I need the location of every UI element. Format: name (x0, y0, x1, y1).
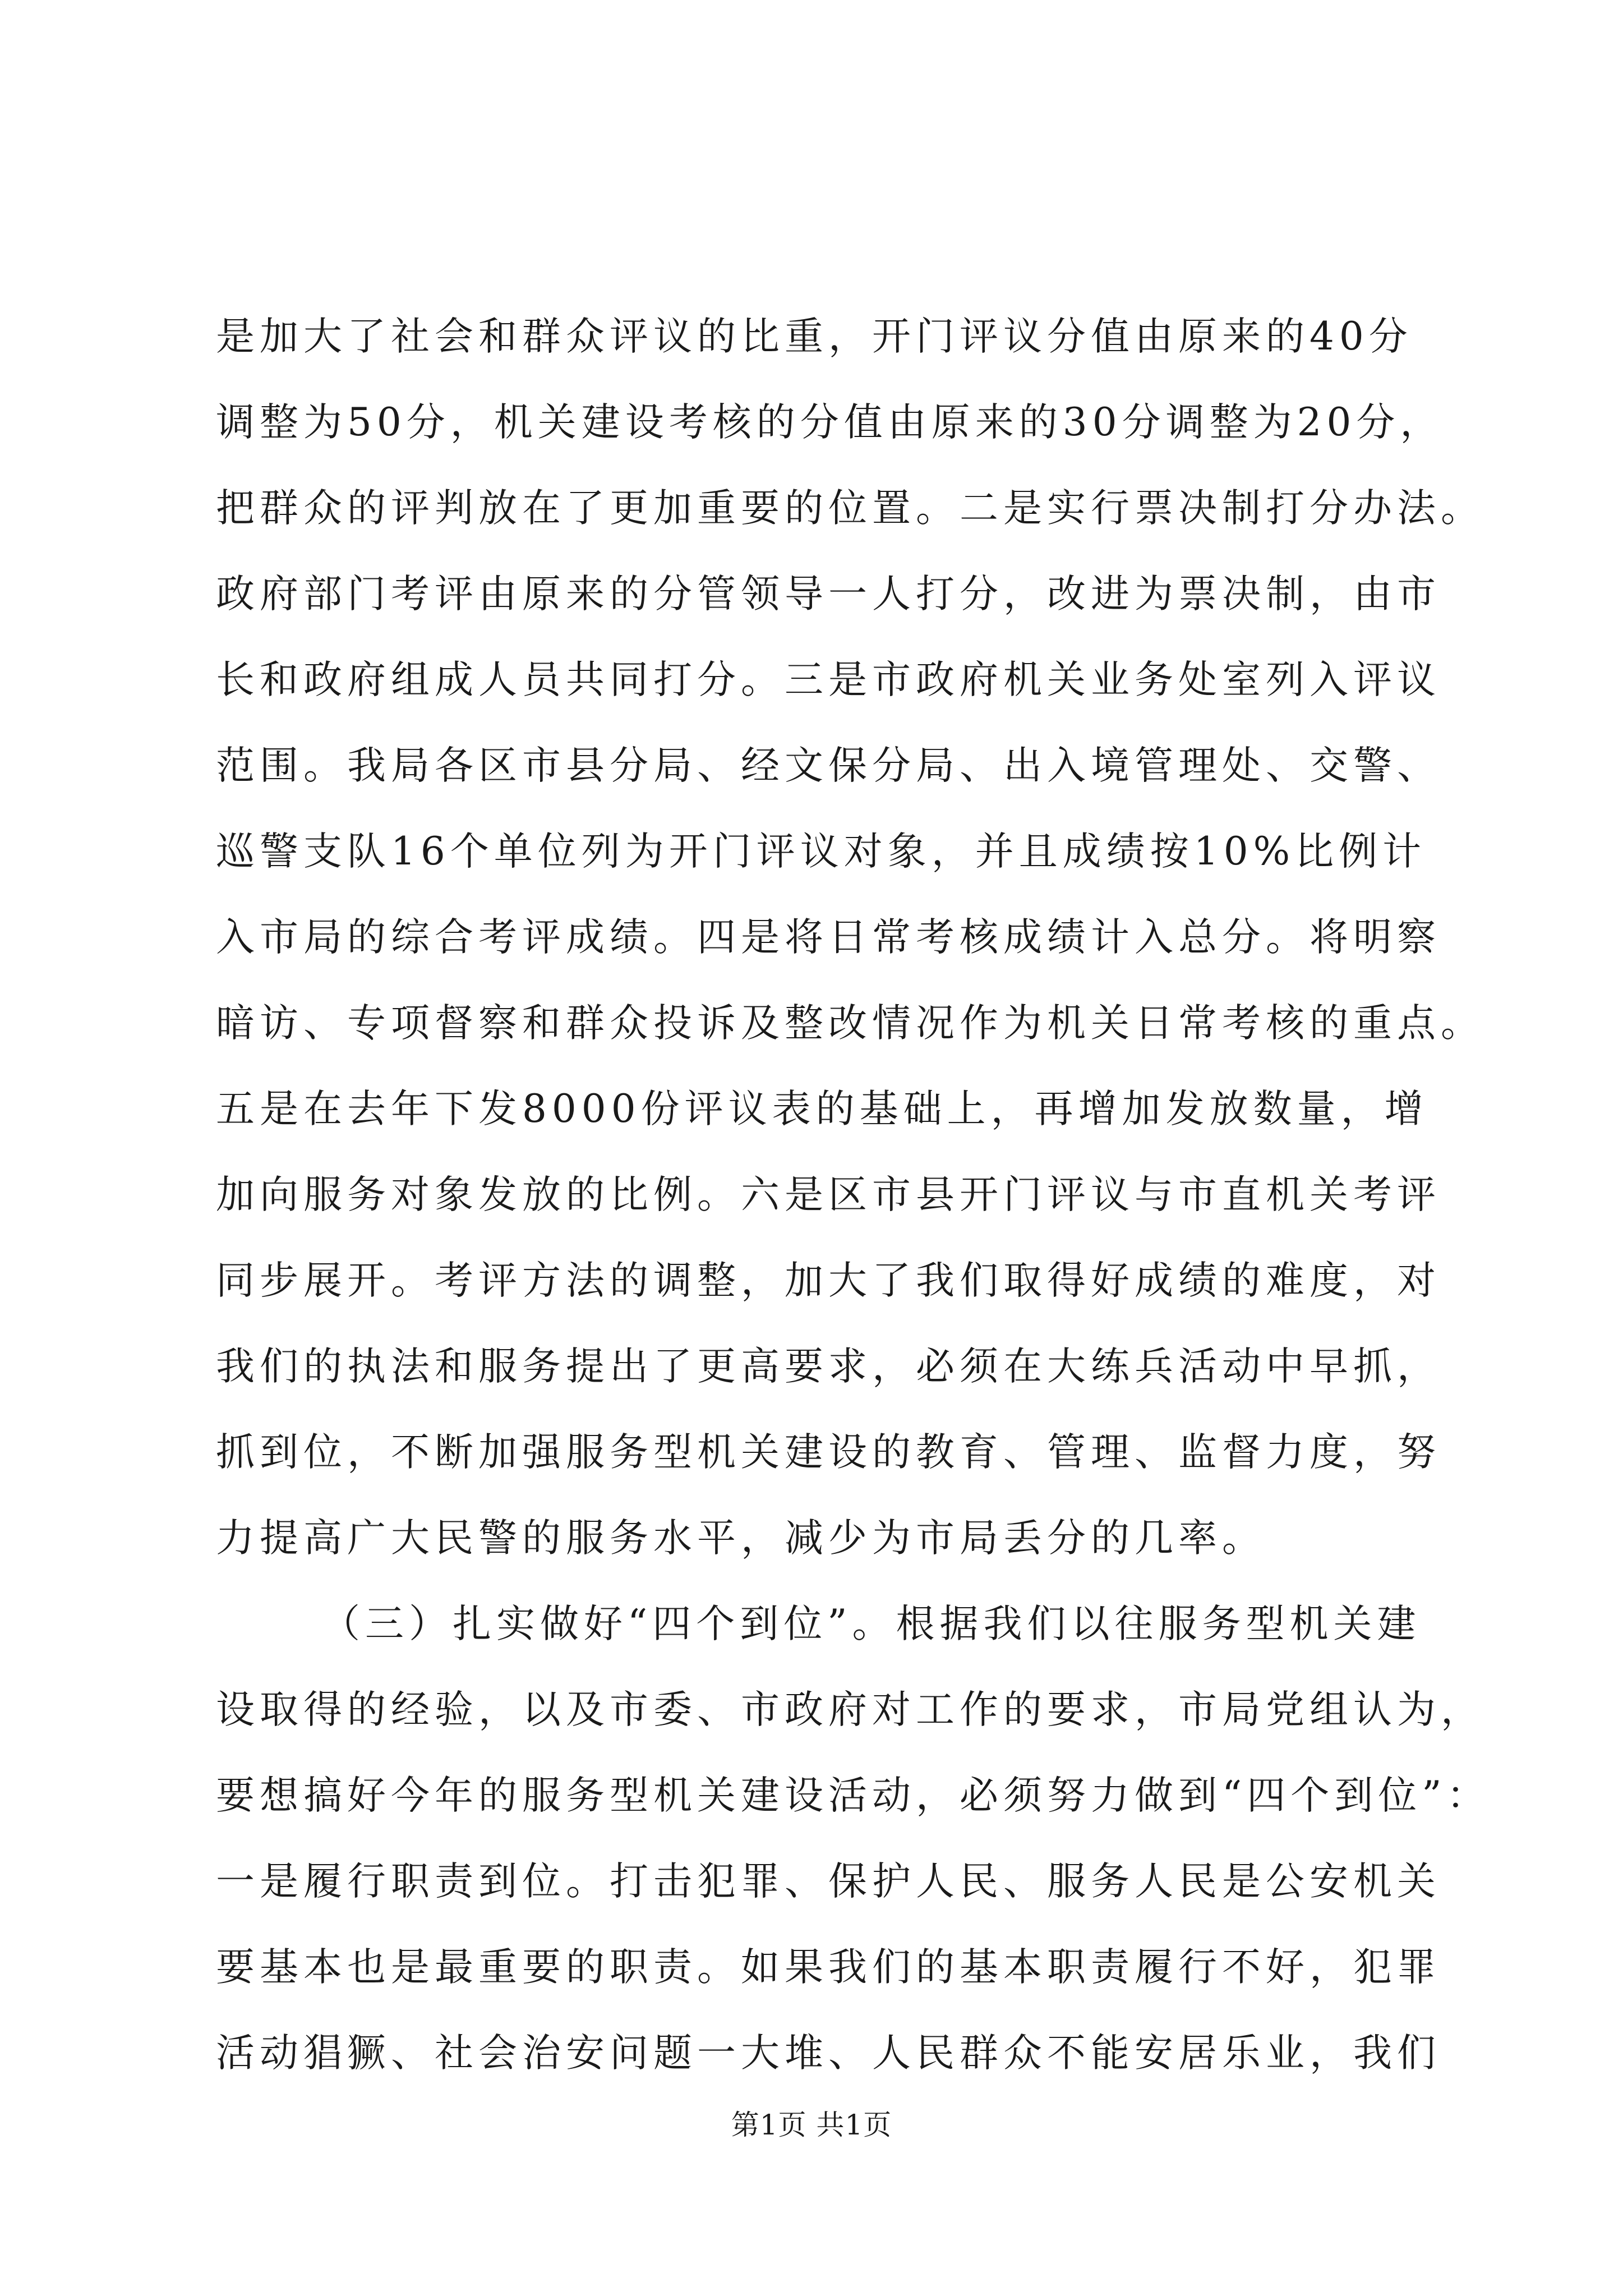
text-line: 暗访、专项督察和群众投诉及整改情况作为机关日常考核的重点。 (216, 1001, 1484, 1046)
text-line: 是加大了社会和群众评议的比重，开门评议分值由原来的40分 (216, 314, 1413, 359)
text-line: 范围。我局各区市县分局、经文保分局、出入境管理处、交警、 (216, 743, 1441, 788)
text-line: 入市局的综合考评成绩。四是将日常考核成绩计入总分。将明察 (216, 915, 1441, 960)
text-line: 力提高广大民警的服务水平，减少为市局丢分的几率。 (216, 1516, 1266, 1561)
text-line: 长和政府组成人员共同打分。三是市政府机关业务处室列入评议 (216, 657, 1441, 702)
paragraph-start-line: （三）扎实做好“四个到位”。根据我们以往服务型机关建 (321, 1602, 1421, 1646)
text-line: 一是履行职责到位。打击犯罪、保护人民、服务人民是公安机关 (216, 1859, 1441, 1904)
text-line: 政府部门考评由原来的分管领导一人打分，改进为票决制，由市 (216, 572, 1441, 616)
text-line: 调整为50分，机关建设考核的分值由原来的30分调整为20分， (216, 400, 1444, 445)
text-line: 要基本也是最重要的职责。如果我们的基本职责履行不好，犯罪 (216, 1945, 1441, 1990)
text-line: 巡警支队16个单位列为开门评议对象，并且成绩按10%比例计 (216, 829, 1427, 874)
text-line: 活动猖獗、社会治安问题一大堆、人民群众不能安居乐业，我们 (216, 2031, 1441, 2076)
body-text (216, 294, 1491, 2096)
text-line: 同步展开。考评方法的调整，加大了我们取得好成绩的难度，对 (216, 1258, 1441, 1303)
text-line: 把群众的评判放在了更加重要的位置。二是实行票决制打分办法。 (216, 486, 1484, 531)
text-line: 五是在去年下发8000份评议表的基础上，再增加发放数量，增 (216, 1087, 1428, 1131)
text-line: 抓到位，不断加强服务型机关建设的教育、管理、监督力度，努 (216, 1430, 1441, 1475)
text-line: 加向服务对象发放的比例。六是区市县开门评议与市直机关考评 (216, 1172, 1441, 1217)
page-footer: 第1页 共1页 (731, 2109, 892, 2141)
text-line: 我们的执法和服务提出了更高要求，必须在大练兵活动中早抓， (216, 1344, 1441, 1389)
text-line: 要想搞好今年的服务型机关建设活动，必须努力做到“四个到位”： (216, 1773, 1491, 1818)
text-line: 设取得的经验，以及市委、市政府对工作的要求，市局党组认为， (216, 1687, 1484, 1732)
